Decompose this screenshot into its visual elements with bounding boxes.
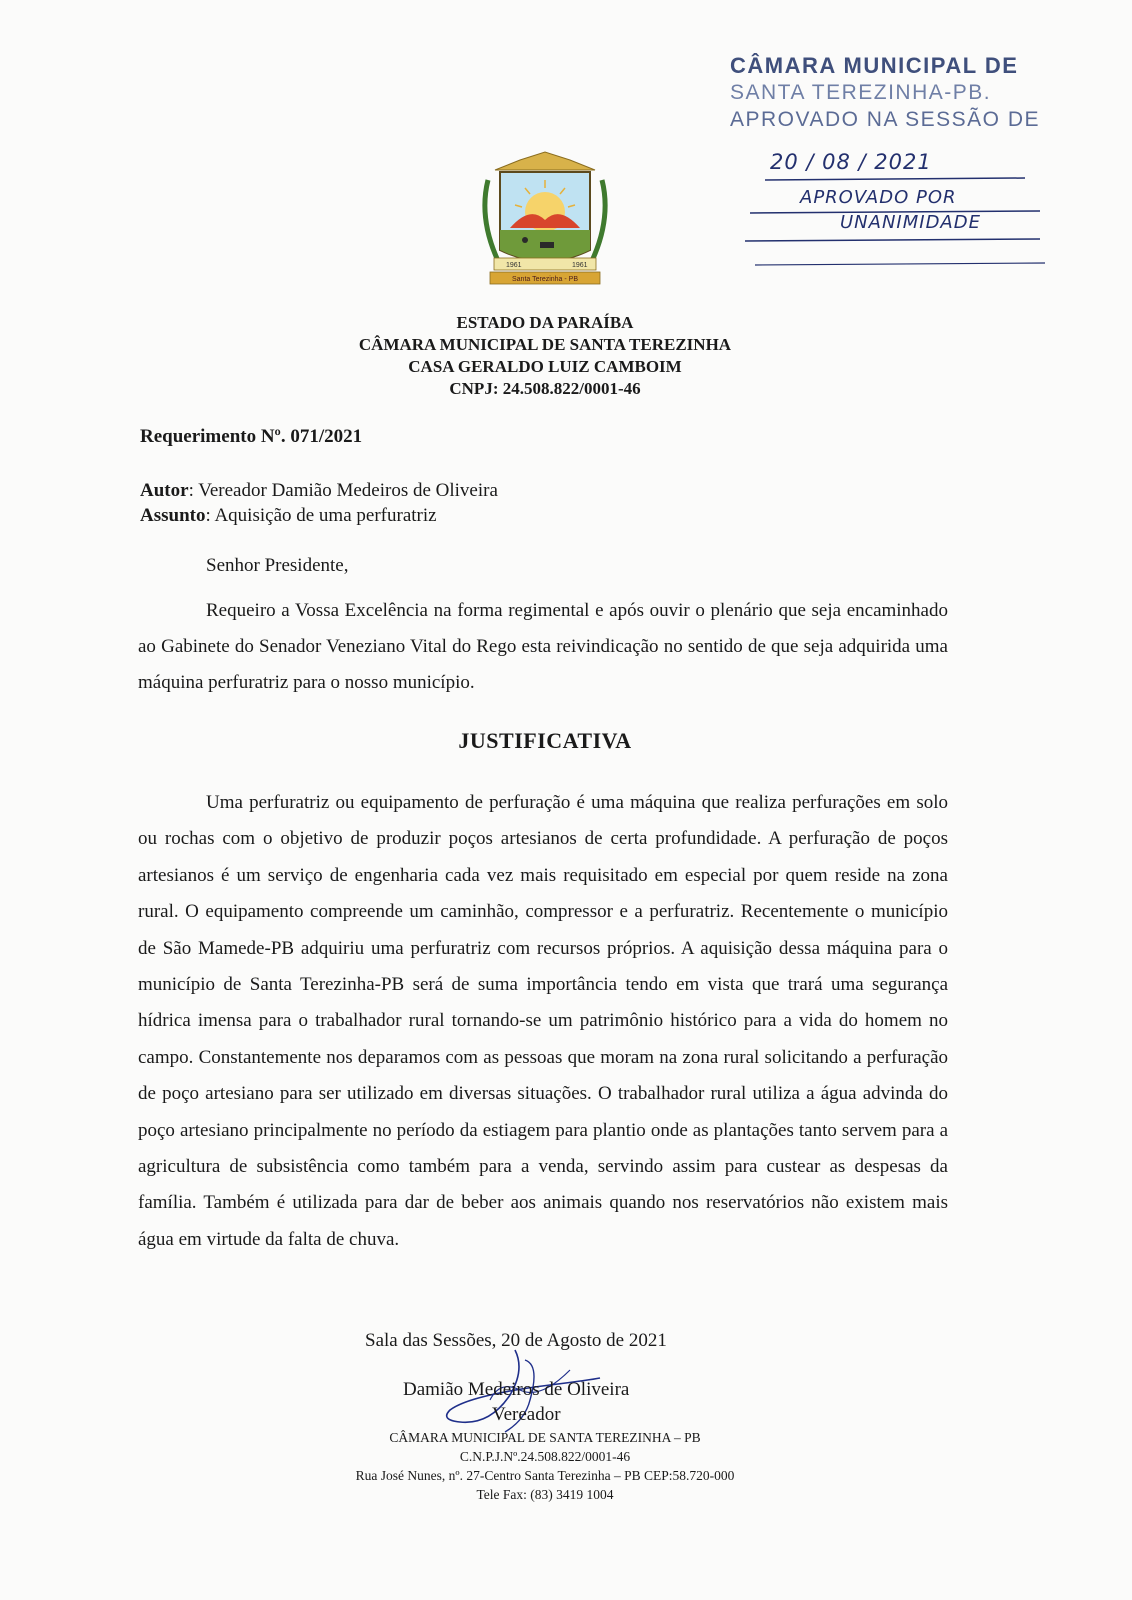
- footer-cnpj: C.N.P.J.Nº.24.508.822/0001-46: [459, 1449, 631, 1464]
- footer-chamber: CÂMARA MUNICIPAL DE SANTA TEREZINHA – PB: [389, 1430, 701, 1445]
- municipal-coat-of-arms-icon: [480, 150, 610, 290]
- author-value: : Vereador Damião Medeiros de Oliveira: [188, 480, 498, 501]
- greeting: Senhor Presidente,: [206, 555, 349, 576]
- signatory-role: Vereador: [492, 1404, 561, 1425]
- stamp-handwritten-approved: APROVADO POR: [800, 187, 957, 208]
- approval-stamp: [730, 52, 1070, 133]
- crest-year-right: 1961: [572, 262, 588, 269]
- header-cnpj: CNPJ: 24.508.822/0001-46: [449, 379, 641, 398]
- header-house: CASA GERALDO LUIZ CAMBOIM: [408, 357, 682, 376]
- author-line: [140, 478, 498, 503]
- justification-title: JUSTIFICATIVA: [458, 728, 632, 753]
- stamp-handwritten-unanimous: UNANIMIDADE: [840, 212, 981, 233]
- stamp-line-1: CÂMARA MUNICIPAL DE: [730, 53, 1019, 78]
- stamp-line-3: APROVADO NA SESSÃO DE: [730, 108, 1041, 131]
- crest-banner: Santa Terezinha - PB: [511, 276, 579, 283]
- request-meta: [140, 478, 498, 528]
- request-paragraph: Requeiro a Vossa Excelência na forma regimental e após ouvir o plenário que seja encaminhado ao Gabinete do Senador Veneziano Vital do Rego esta reivindicação no sentido de que seja adquirida uma máquina perfuratriz para o nosso município.: [138, 600, 948, 693]
- justification-paragraph: Uma perfuratriz ou equipamento de perfuração é uma máquina que realiza perfurações em solo ou rochas com o objetivo de produzir poços artesianos de certa profundidade. A perfuração de poços artesianos é um serviço de engenharia cada vez mais requisitado em especial por quem reside na zona rural. O equipamento compreende um caminhão, compressor e a perfuratriz. Recentemente o município de São Mamede-PB adquiriu uma perfuratriz com recursos próprios. A aquisição dessa máquina para o município de Santa Terezinha-PB será de suma importância tendo em vista que trará uma segurança hídrica imensa para o trabalhador rural tornando-se um patrimônio histórico para a vida do homem no campo. Constantemente nos deparamos com as pessoas que moram na zona rural solicitando a perfuração de poço artesiano para ser utilizado em diversas situações. O trabalhador rural utiliza a água advinda do poço artesiano principalmente no período da estiagem para plantio onde as plantações tanto servem para a agricultura de subsistência como também para a venda, servindo assim para custear as despesas da família. Também é utilizada para dar de beber aos animais quando nos reservatórios não existem mais água em virtude da falta de chuva.: [138, 792, 948, 1250]
- request-number: Requerimento Nº. 071/2021: [140, 426, 363, 447]
- header-chamber: CÂMARA MUNICIPAL DE SANTA TEREZINHA: [358, 335, 732, 354]
- author-label: Autor: [140, 480, 189, 501]
- subject-line: [140, 503, 498, 528]
- letterhead: [300, 312, 790, 400]
- header-state: ESTADO DA PARAÍBA: [456, 313, 634, 332]
- signatory-name: Damião Medeiros de Oliveira: [403, 1379, 630, 1400]
- stamp-line-2: SANTA TEREZINHA-PB.: [730, 81, 992, 104]
- footer-address: Rua José Nunes, nº. 27-Centro Santa Terezinha – PB CEP:58.720-000: [355, 1468, 735, 1483]
- session-date-line: Sala das Sessões, 20 de Agosto de 2021: [365, 1330, 667, 1351]
- document-footer: [300, 1428, 790, 1504]
- stamp-date: 20 / 08 / 2021: [770, 150, 932, 174]
- subject-label: Assunto: [140, 505, 206, 526]
- subject-value: : Aquisição de uma perfuratriz: [205, 505, 437, 526]
- crest-year-left: 1961: [506, 262, 522, 269]
- footer-phone: Tele Fax: (83) 3419 1004: [476, 1487, 614, 1502]
